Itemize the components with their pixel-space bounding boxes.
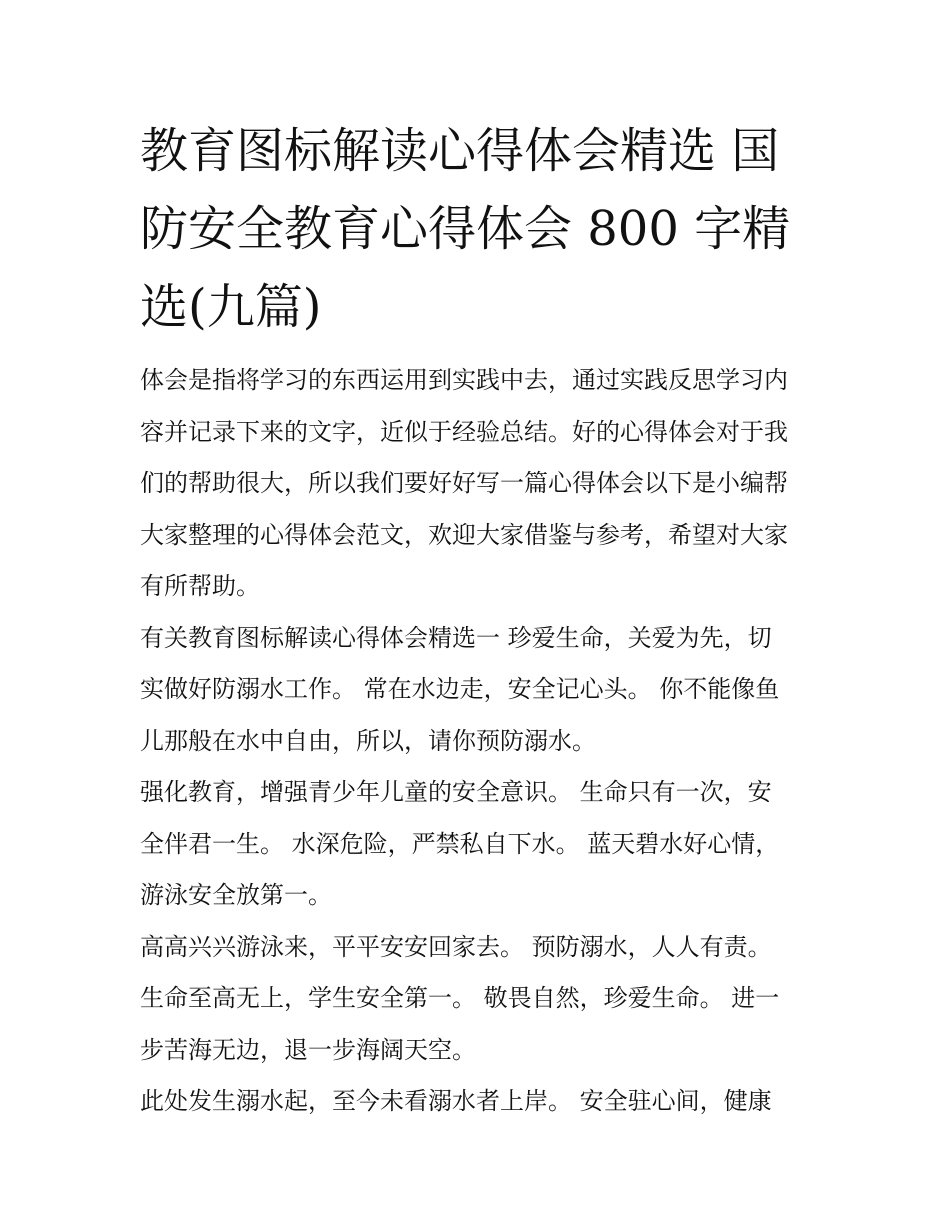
document-body [140, 355, 820, 1128]
paragraph [140, 767, 820, 922]
text-line: 实做好防溺水工作。 常在水边走，安全记心头。 你不能像鱼 [140, 675, 780, 703]
text-line: 高高兴兴游泳来，平平安安回家去。 预防溺水，人人有责。 [140, 932, 772, 961]
title-line: 教育图标解读心得体会精选 国 [140, 123, 780, 179]
text-line: 体会是指将学习的东西运用到实践中去，通过实践反思学习内 [140, 366, 788, 394]
text-line: 儿那般在水中自由，所以，请你预防溺水。 [140, 726, 596, 755]
text-line: 大家整理的心得体会范文，欢迎大家借鉴与参考，希望对大家 [140, 520, 788, 549]
text-line: 容并记录下来的文字，近似于经验总结。好的心得体会对于我 [140, 417, 788, 446]
paragraph-intro [140, 355, 820, 613]
document-title [140, 112, 820, 346]
paragraph [140, 613, 820, 768]
title-line: 选(九篇) [140, 279, 322, 335]
text-line: 生命至高无上，学生安全第一。 敬畏自然，珍爱生命。 进一 [140, 984, 780, 1012]
title-line: 防安全教育心得体会 800 字精 [140, 201, 791, 257]
paragraph [140, 1076, 820, 1128]
text-line: 游泳安全放第一。 [140, 881, 332, 909]
text-line: 步苦海无边，退一步海阔天空。 [140, 1035, 476, 1064]
text-line: 强化教育，增强青少年儿童的安全意识。 生命只有一次，安 [140, 778, 772, 806]
text-line: 全伴君一生。 水深危险，严禁私自下水。 蓝天碧水好心情， [140, 829, 780, 858]
paragraph [140, 922, 820, 1077]
text-line: 有关教育图标解读心得体会精选一 珍爱生命，关爱为先，切 [140, 623, 772, 652]
text-line: 有所帮助。 [140, 572, 260, 600]
text-line: 此处发生溺水起，至今未看溺水者上岸。 安全驻心间，健康 [140, 1087, 772, 1115]
text-line: 们的帮助很大，所以我们要好好写一篇心得体会以下是小编帮 [140, 469, 788, 497]
